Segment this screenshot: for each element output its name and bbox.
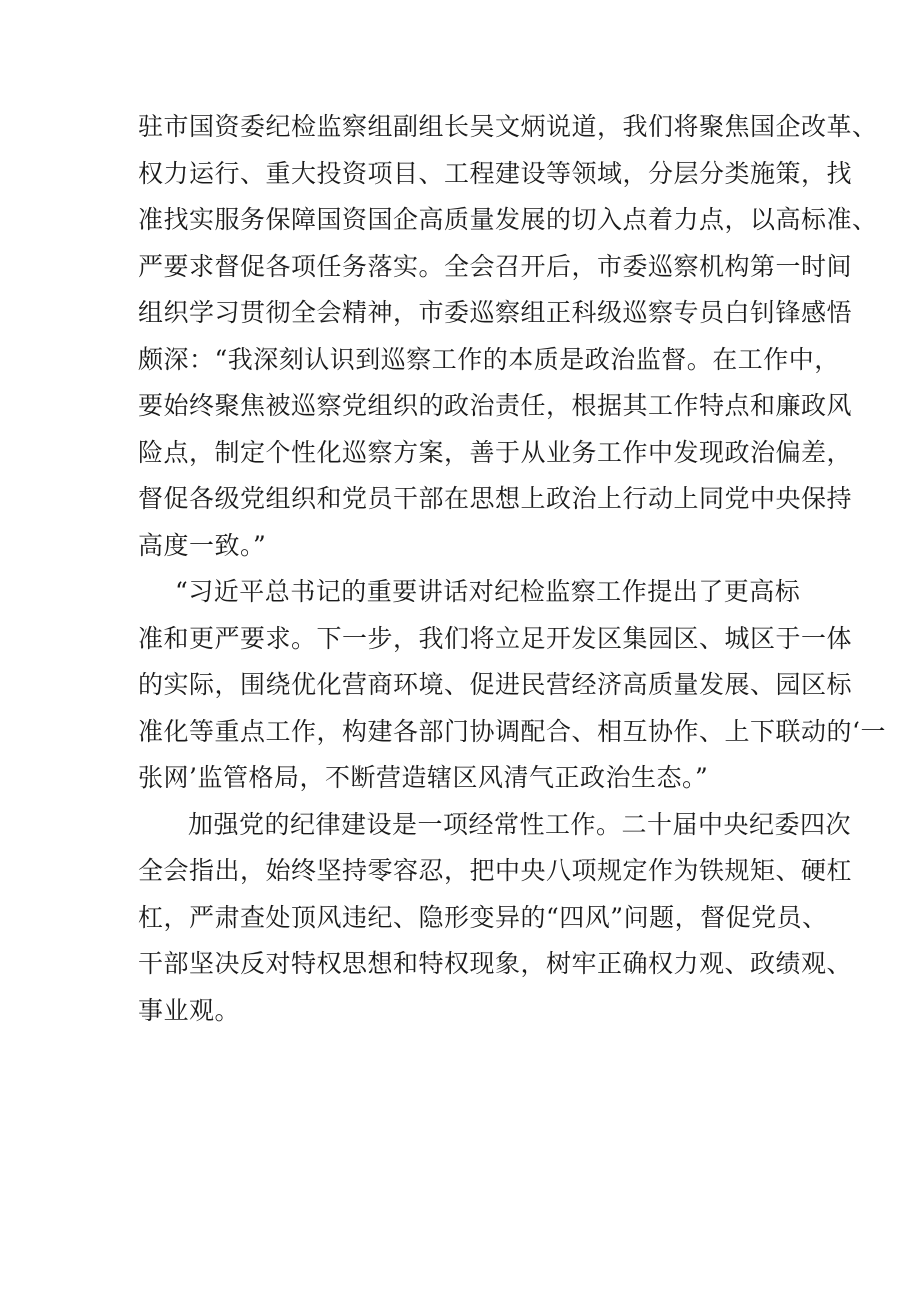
text-line: 要始终聚焦被巡察党组织的政治责任，根据其工作特点和廉政风 xyxy=(138,391,853,420)
text-line: 事业观。 xyxy=(138,995,241,1025)
text-line: 高度一致。” xyxy=(138,530,267,560)
text-line: 准化等重点工作，构建各部门协调配合、相互协作、上下联动的‘一 xyxy=(138,716,886,746)
text-line: 加强党的纪律建设是一项经常性工作。二十届中央纪委四次 xyxy=(188,809,852,839)
text-line: “习近平总书记的重要讲话对纪检监察工作提出了更高标 xyxy=(175,577,801,606)
document-body xyxy=(138,104,886,1034)
text-line: 组织学习贯彻全会精神，市委巡察组正科级巡察专员白钊锋感悟 xyxy=(138,298,853,327)
paragraph-2 xyxy=(138,569,886,802)
text-line: 干部坚决反对特权思想和特权现象，树牢正确权力观、政绩观、 xyxy=(138,949,853,978)
text-line: 张网’监管格局，不断营造辖区风清气正政治生态。” xyxy=(138,763,709,792)
text-line: 准找实服务保障国资国企高质量发展的切入点着力点，以高标准、 xyxy=(138,205,878,234)
text-line: 准和更严要求。下一步，我们将立足开发区集园区、城区于一体 xyxy=(138,623,853,653)
text-line: 督促各级党组织和党员干部在思想上政治上行动上同党中央保持 xyxy=(138,484,853,513)
text-line: 险点，制定个性化巡察方案，善于从业务工作中发现政治偏差， xyxy=(138,437,853,467)
text-line: 权力运行、重大投资项目、工程建设等领域，分层分类施策，找 xyxy=(138,158,853,188)
text-line: 的实际，围绕优化营商环境、促进民营经济高质量发展、园区标 xyxy=(138,670,853,699)
paragraph-3 xyxy=(138,802,853,1035)
paragraph-1 xyxy=(138,104,878,569)
text-line: 杠，严肃查处顶风违纪、隐形变异的“四风”问题，督促党员、 xyxy=(138,902,828,932)
text-line: 驻市国资委纪检监察组副组长吴文炳说道，我们将聚焦国企改革、 xyxy=(138,112,878,141)
text-line: 全会指出，始终坚持零容忍，把中央八项规定作为铁规矩、硬杠 xyxy=(138,856,853,885)
text-line: 严要求督促各项任务落实。全会召开后，市委巡察机构第一时间 xyxy=(138,251,853,281)
text-line: 颇深：“我深刻认识到巡察工作的本质是政治监督。在工作中， xyxy=(138,344,840,374)
